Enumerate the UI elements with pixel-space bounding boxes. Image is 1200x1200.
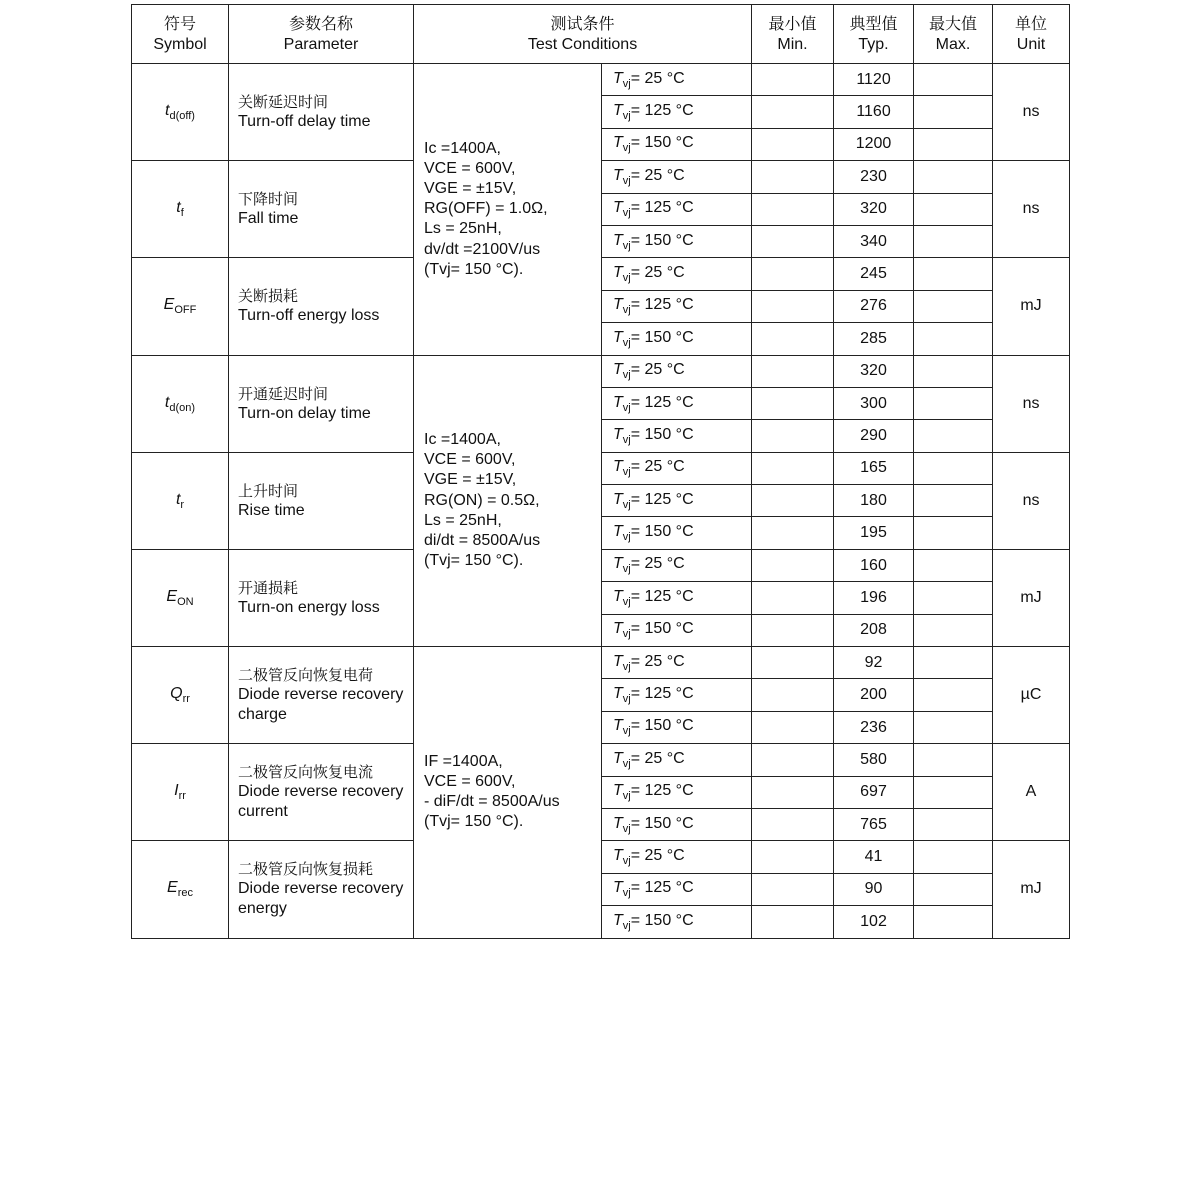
min-value [752, 614, 834, 646]
min-value [752, 225, 834, 257]
symbol-main: E [166, 587, 178, 605]
tvj-symbol: T [613, 134, 623, 152]
tvj-symbol: T [613, 101, 623, 119]
unit-cell: µC [993, 647, 1070, 744]
parameter-name-zh: 二极管反向恢复损耗 [238, 860, 374, 879]
parameter-cell [229, 452, 414, 549]
min-value [752, 549, 834, 581]
tvj-subscript: vj [622, 531, 631, 544]
symbol-main: E [167, 879, 178, 897]
max-value [914, 323, 993, 355]
parameter-cell [229, 161, 414, 258]
symbol-main: I [174, 782, 179, 800]
unit-cell: ns [993, 355, 1070, 452]
temperature-value: = 25 °C [630, 652, 685, 670]
test-conditions-cell [414, 647, 602, 939]
tvj-subscript: vj [622, 790, 631, 803]
typ-value: 196 [834, 582, 914, 614]
tvj-symbol: T [613, 199, 623, 217]
symbol-main: t [176, 199, 181, 217]
max-value [914, 355, 993, 387]
parameter-name-en: Rise time [238, 501, 305, 519]
header-max: 最大值 Max. [914, 5, 993, 64]
tvj-symbol: T [613, 425, 623, 443]
condition-line: RG(OFF) = 1.0Ω, [424, 200, 548, 218]
typ-value: 290 [834, 420, 914, 452]
parameter-name-en: Turn-on delay time [238, 404, 371, 422]
temperature-condition [602, 258, 752, 290]
min-value [752, 452, 834, 484]
min-value [752, 64, 834, 96]
max-value [914, 647, 993, 679]
parameter-name-zh: 下降时间 [238, 190, 299, 209]
temperature-condition [602, 647, 752, 679]
max-value [914, 873, 993, 905]
max-value [914, 290, 993, 322]
min-value [752, 873, 834, 905]
condition-line: - diF/dt = 8500A/us [424, 793, 560, 811]
table-row [132, 647, 1070, 679]
temperature-condition [602, 711, 752, 743]
table-row [132, 355, 1070, 387]
temperature-condition [602, 128, 752, 160]
typ-value: 236 [834, 711, 914, 743]
symbol-cell [132, 452, 229, 549]
temperature-value: = 25 °C [630, 263, 685, 281]
condition-line: Ls = 25nH, [424, 511, 502, 529]
tvj-symbol: T [613, 879, 623, 897]
min-value [752, 808, 834, 840]
symbol-main: E [163, 296, 175, 314]
symbol-cell [132, 841, 229, 938]
temperature-condition [602, 225, 752, 257]
max-value [914, 64, 993, 96]
typ-value: 765 [834, 808, 914, 840]
symbol-subscript: rec [177, 887, 193, 900]
condition-line: dv/dt =2100V/us [424, 240, 541, 258]
symbol-main: t [165, 101, 170, 119]
symbol-subscript: d(off) [169, 110, 195, 123]
symbol-main: Q [170, 685, 183, 703]
tvj-symbol: T [613, 490, 623, 508]
typ-value: 285 [834, 323, 914, 355]
parameter-name-en: Fall time [238, 210, 299, 228]
header-unit: 单位 Unit [993, 5, 1070, 64]
max-value [914, 841, 993, 873]
min-value [752, 258, 834, 290]
typ-value: 180 [834, 485, 914, 517]
symbol-main: t [164, 393, 170, 411]
typ-value: 208 [834, 614, 914, 646]
min-value [752, 841, 834, 873]
tvj-symbol: T [613, 555, 623, 573]
temperature-value: = 150 °C [630, 620, 694, 638]
max-value [914, 193, 993, 225]
tvj-symbol: T [613, 523, 623, 541]
parameter-name-en: Turn-on energy loss [238, 598, 380, 616]
temperature-value: = 150 °C [630, 523, 694, 541]
parameter-name-zh: 二极管反向恢复电荷 [238, 666, 374, 685]
max-value [914, 485, 993, 517]
typ-value: 102 [834, 906, 914, 938]
tvj-subscript: vj [622, 77, 631, 90]
max-value [914, 744, 993, 776]
tvj-subscript: vj [622, 142, 631, 155]
temperature-value: = 125 °C [630, 685, 694, 703]
temperature-condition [602, 323, 752, 355]
temperature-condition [602, 96, 752, 128]
typ-value: 41 [834, 841, 914, 873]
min-value [752, 517, 834, 549]
min-value [752, 193, 834, 225]
max-value [914, 452, 993, 484]
min-value [752, 679, 834, 711]
symbol-cell [132, 64, 229, 161]
temperature-condition [602, 355, 752, 387]
header-typ: 典型值 Typ. [834, 5, 914, 64]
tvj-symbol: T [613, 393, 623, 411]
unit-cell: mJ [993, 841, 1070, 938]
condition-line: Ic =1400A, [424, 431, 501, 449]
symbol-cell [132, 744, 229, 841]
temperature-value: = 150 °C [630, 717, 694, 735]
tvj-subscript: vj [622, 855, 631, 868]
parameter-name-en: Diode reverse recovery charge [238, 686, 404, 724]
condition-line: VCE = 600V, [424, 773, 516, 791]
temperature-condition [602, 614, 752, 646]
condition-line: di/dt = 8500A/us [424, 532, 541, 550]
temperature-value: = 150 °C [630, 328, 694, 346]
max-value [914, 906, 993, 938]
typ-value: 245 [834, 258, 914, 290]
symbol-subscript: OFF [174, 304, 197, 317]
max-value [914, 776, 993, 808]
condition-line: VCE = 600V, [424, 159, 516, 177]
tvj-symbol: T [613, 69, 623, 87]
temperature-condition [602, 582, 752, 614]
table-row [132, 64, 1070, 96]
parameter-name-zh: 关断延迟时间 [238, 93, 329, 112]
min-value [752, 128, 834, 160]
typ-value: 200 [834, 679, 914, 711]
test-conditions-cell [414, 64, 602, 356]
condition-line: (Tvj= 150 °C). [424, 260, 524, 278]
typ-value: 320 [834, 355, 914, 387]
unit-cell: ns [993, 64, 1070, 161]
temperature-condition [602, 873, 752, 905]
unit-cell: ns [993, 452, 1070, 549]
parameter-name-zh: 开通延迟时间 [238, 384, 329, 403]
typ-value: 1160 [834, 96, 914, 128]
parameter-name-en: Turn-off energy loss [238, 307, 380, 325]
tvj-subscript: vj [622, 336, 631, 349]
symbol-cell [132, 258, 229, 355]
typ-value: 300 [834, 387, 914, 419]
min-value [752, 776, 834, 808]
parameter-cell [229, 841, 414, 938]
max-value [914, 614, 993, 646]
tvj-subscript: vj [622, 401, 631, 414]
typ-value: 160 [834, 549, 914, 581]
condition-line: RG(ON) = 0.5Ω, [424, 491, 540, 509]
temperature-value: = 25 °C [630, 458, 685, 476]
parameter-name-zh: 关断损耗 [238, 287, 299, 306]
typ-value: 697 [834, 776, 914, 808]
tvj-symbol: T [613, 231, 623, 249]
tvj-symbol: T [613, 296, 623, 314]
typ-value: 230 [834, 161, 914, 193]
tvj-symbol: T [613, 685, 623, 703]
temperature-condition [602, 193, 752, 225]
temperature-value: = 125 °C [630, 879, 694, 897]
temperature-condition [602, 744, 752, 776]
tvj-subscript: vj [622, 757, 631, 770]
temperature-value: = 150 °C [630, 911, 694, 929]
temperature-condition [602, 420, 752, 452]
temperature-value: = 25 °C [630, 361, 685, 379]
max-value [914, 225, 993, 257]
temperature-condition [602, 517, 752, 549]
switching-characteristics-table [131, 4, 1070, 939]
max-value [914, 420, 993, 452]
temperature-value: = 25 °C [630, 749, 685, 767]
temperature-condition [602, 808, 752, 840]
min-value [752, 387, 834, 419]
max-value [914, 128, 993, 160]
condition-line: Ls = 25nH, [424, 220, 502, 238]
tvj-symbol: T [613, 652, 623, 670]
tvj-subscript: vj [622, 725, 631, 738]
symbol-cell [132, 647, 229, 744]
temperature-value: = 25 °C [630, 166, 685, 184]
temperature-condition [602, 906, 752, 938]
symbol-subscript: f [180, 207, 184, 220]
max-value [914, 711, 993, 743]
symbol-subscript: rr [182, 693, 190, 706]
temperature-condition [602, 549, 752, 581]
tvj-symbol: T [613, 361, 623, 379]
temperature-value: = 125 °C [630, 199, 694, 217]
min-value [752, 711, 834, 743]
parameter-name-zh: 开通损耗 [238, 578, 299, 597]
max-value [914, 258, 993, 290]
tvj-symbol: T [613, 328, 623, 346]
temperature-condition [602, 161, 752, 193]
parameter-cell [229, 647, 414, 744]
tvj-symbol: T [613, 749, 623, 767]
min-value [752, 582, 834, 614]
temperature-value: = 150 °C [630, 814, 694, 832]
max-value [914, 808, 993, 840]
typ-value: 320 [834, 193, 914, 225]
tvj-symbol: T [613, 587, 623, 605]
parameter-name-zh: 上升时间 [238, 481, 299, 500]
tvj-symbol: T [613, 458, 623, 476]
temperature-value: = 150 °C [630, 425, 694, 443]
symbol-subscript: r [180, 498, 185, 511]
temperature-condition [602, 64, 752, 96]
parameter-cell [229, 744, 414, 841]
temperature-condition [602, 452, 752, 484]
temperature-value: = 150 °C [630, 134, 694, 152]
condition-line: VGE = ±15V, [424, 471, 517, 489]
min-value [752, 290, 834, 322]
temperature-condition [602, 841, 752, 873]
symbol-cell [132, 549, 229, 646]
parameter-name-en: Diode reverse recovery current [238, 783, 404, 821]
test-conditions-cell [414, 355, 602, 647]
tvj-subscript: vj [622, 596, 631, 609]
tvj-symbol: T [613, 782, 623, 800]
parameter-name-en: Diode reverse recovery energy [238, 880, 404, 918]
tvj-subscript: vj [622, 919, 631, 932]
max-value [914, 517, 993, 549]
tvj-symbol: T [613, 717, 623, 735]
typ-value: 1120 [834, 64, 914, 96]
tvj-subscript: vj [622, 434, 631, 447]
temperature-value: = 25 °C [630, 555, 685, 573]
parameter-cell [229, 549, 414, 646]
typ-value: 92 [834, 647, 914, 679]
typ-value: 165 [834, 452, 914, 484]
tvj-subscript: vj [622, 693, 631, 706]
symbol-cell [132, 161, 229, 258]
tvj-symbol: T [613, 263, 623, 281]
max-value [914, 96, 993, 128]
condition-line: VGE = ±15V, [424, 179, 517, 197]
tvj-subscript: vj [622, 563, 631, 576]
temperature-condition [602, 387, 752, 419]
tvj-symbol: T [613, 846, 623, 864]
tvj-subscript: vj [622, 822, 631, 835]
temperature-value: = 125 °C [630, 782, 694, 800]
min-value [752, 96, 834, 128]
table-header-row [132, 5, 1070, 64]
max-value [914, 679, 993, 711]
tvj-subscript: vj [622, 628, 631, 641]
temperature-condition [602, 485, 752, 517]
min-value [752, 647, 834, 679]
unit-cell: ns [993, 161, 1070, 258]
temperature-condition [602, 679, 752, 711]
typ-value: 1200 [834, 128, 914, 160]
tvj-subscript: vj [622, 660, 631, 673]
symbol-cell [132, 355, 229, 452]
temperature-value: = 125 °C [630, 296, 694, 314]
tvj-subscript: vj [622, 498, 631, 511]
max-value [914, 549, 993, 581]
tvj-symbol: T [613, 620, 623, 638]
typ-value: 195 [834, 517, 914, 549]
min-value [752, 744, 834, 776]
table-body [132, 64, 1070, 939]
tvj-symbol: T [613, 166, 623, 184]
condition-line: (Tvj= 150 °C). [424, 813, 524, 831]
symbol-subscript: rr [178, 790, 186, 803]
min-value [752, 323, 834, 355]
condition-line: (Tvj= 150 °C). [424, 552, 524, 570]
unit-cell: mJ [993, 549, 1070, 646]
parameter-cell [229, 64, 414, 161]
unit-cell: mJ [993, 258, 1070, 355]
symbol-subscript: d(on) [169, 401, 196, 414]
tvj-subscript: vj [622, 207, 631, 220]
typ-value: 580 [834, 744, 914, 776]
min-value [752, 906, 834, 938]
header-parameter: 参数名称 Parameter [229, 5, 414, 64]
temperature-value: = 125 °C [630, 101, 694, 119]
min-value [752, 355, 834, 387]
symbol-subscript: ON [177, 596, 194, 609]
tvj-subscript: vj [622, 887, 631, 900]
condition-line: IF =1400A, [424, 752, 503, 770]
parameter-cell [229, 355, 414, 452]
temperature-value: = 125 °C [630, 587, 694, 605]
parameter-cell [229, 258, 414, 355]
temperature-value: = 25 °C [630, 69, 685, 87]
min-value [752, 485, 834, 517]
typ-value: 340 [834, 225, 914, 257]
temperature-value: = 25 °C [630, 846, 685, 864]
tvj-subscript: vj [622, 174, 631, 187]
parameter-name-en: Turn-off delay time [238, 113, 371, 131]
temperature-value: = 125 °C [630, 393, 694, 411]
header-min: 最小值 Min. [752, 5, 834, 64]
temperature-value: = 125 °C [630, 490, 694, 508]
min-value [752, 161, 834, 193]
tvj-subscript: vj [622, 304, 631, 317]
tvj-subscript: vj [622, 272, 631, 285]
header-test-conditions: 测试条件 Test Conditions [414, 5, 752, 64]
typ-value: 276 [834, 290, 914, 322]
max-value [914, 161, 993, 193]
condition-line: VCE = 600V, [424, 451, 516, 469]
tvj-symbol: T [613, 911, 623, 929]
tvj-subscript: vj [622, 466, 631, 479]
max-value [914, 582, 993, 614]
unit-cell: A [993, 744, 1070, 841]
temperature-condition [602, 776, 752, 808]
parameter-name-zh: 二极管反向恢复电流 [238, 763, 374, 782]
tvj-subscript: vj [622, 110, 631, 123]
tvj-subscript: vj [622, 239, 631, 252]
min-value [752, 420, 834, 452]
tvj-symbol: T [613, 814, 623, 832]
temperature-condition [602, 290, 752, 322]
tvj-subscript: vj [622, 369, 631, 382]
header-symbol: 符号 Symbol [132, 5, 229, 64]
max-value [914, 387, 993, 419]
condition-line: Ic =1400A, [424, 139, 501, 157]
typ-value: 90 [834, 873, 914, 905]
temperature-value: = 150 °C [630, 231, 694, 249]
symbol-main: t [175, 490, 181, 508]
